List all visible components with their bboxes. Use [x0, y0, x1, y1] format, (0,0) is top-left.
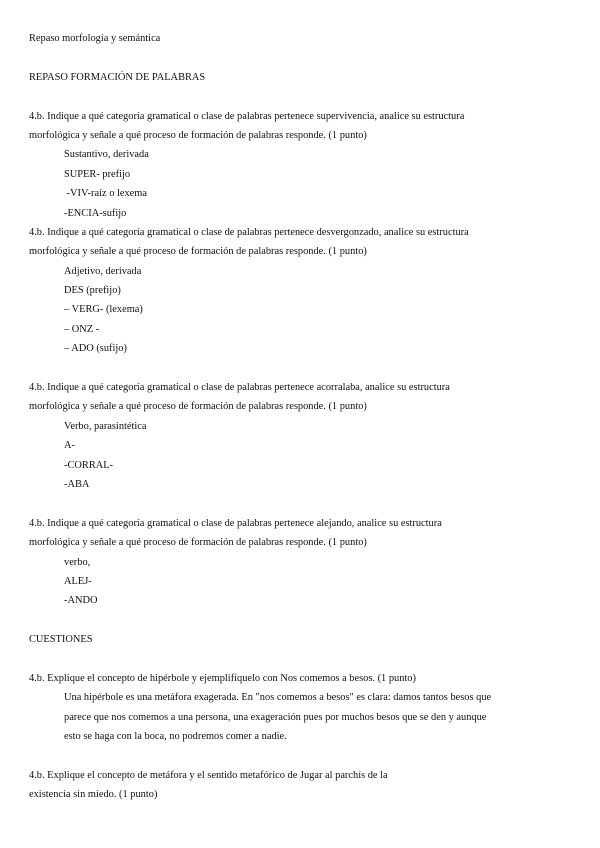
question-3-line-2: morfológica y señale a qué proceso de formación de palabras responde. (1 punto)	[29, 401, 367, 413]
question-2-line-2: morfológica y señale a qué proceso de formación de palabras responde. (1 punto)	[29, 246, 367, 258]
answer-line: – ONZ -	[64, 323, 100, 335]
spacer	[29, 359, 600, 378]
section-heading-word-formation: REPASO FORMACIÓN DE PALABRAS	[29, 71, 206, 83]
question-5-line-1: 4.b. Explique el concepto de hipérbole y ejemplifíquelo con Nos comemos a besos. (1 punto)	[29, 672, 416, 684]
question-1-line-1: 4.b. Indique a qué categoría gramatical o clase de palabras pertenece supervivencia, analice su estructura	[29, 110, 465, 122]
answer-line: -CORRAL-	[64, 459, 114, 471]
question-1-line-2: morfológica y señale a qué proceso de formación de palabras responde. (1 punto)	[29, 129, 367, 141]
section-heading-questions: CUESTIONES	[29, 634, 93, 646]
question-6-line-1: 4.b. Explique el concepto de metáfora y el sentido metafórico de Jugar al parchís de la	[29, 769, 388, 781]
answer-line: verbo,	[64, 556, 91, 568]
question-4-line-1: 4.b. Indique a qué categoría gramatical o clase de palabras pertenece alejando, analice su estructura	[29, 517, 442, 529]
answer-line: Verbo, parasintética	[64, 420, 147, 432]
answer-line: DES (prefijo)	[64, 285, 121, 297]
document-title: Repaso morfología y semántica	[29, 33, 161, 44]
answer-line: -VIV-raíz o lexema	[64, 188, 147, 200]
question-2-line-1: 4.b. Indique a qué categoría gramatical o clase de palabras pertenece desvergonzado, analice su estructura	[29, 226, 469, 238]
answer-line: ALEJ-	[64, 575, 92, 587]
spacer	[29, 746, 600, 765]
spacer	[29, 611, 600, 630]
answer-line: A-	[64, 440, 75, 452]
answer-line: esto se haga con la boca, no podremos comer a nadie.	[64, 731, 287, 743]
question-6-line-2: existencia sin miedo. (1 punto)	[29, 789, 158, 801]
spacer	[29, 87, 600, 106]
spacer	[29, 48, 600, 67]
answer-paragraph	[29, 688, 600, 746]
answer-line: parece que nos comemos a una persona, una exageración pues por muchos besos que se den y aunque	[64, 711, 487, 723]
answer-line: -ENCIA-sufijo	[64, 207, 127, 219]
spacer	[29, 650, 600, 669]
answer-line: -ANDO	[64, 595, 98, 607]
question-4-line-2: morfológica y señale a qué proceso de formación de palabras responde. (1 punto)	[29, 537, 367, 549]
answer-line: SUPER- prefijo	[64, 168, 131, 180]
question-3-line-1: 4.b. Indique a qué categoría gramatical o clase de palabras pertenece acorralaba, analice su estructura	[29, 382, 450, 394]
answer-line: – ADO (sufijo)	[64, 343, 127, 355]
answer-line: – VERG- (lexema)	[64, 304, 143, 316]
answer-line: Una hipérbole es una metáfora exagerada. En "nos comemos a besos" es clara: damos tantos besos que	[64, 692, 492, 704]
answer-line: -ABA	[64, 478, 90, 490]
answer-line: Adjetivo, derivada	[64, 265, 142, 277]
answer-line: Sustantivo, derivada	[64, 149, 149, 161]
spacer	[29, 494, 600, 513]
